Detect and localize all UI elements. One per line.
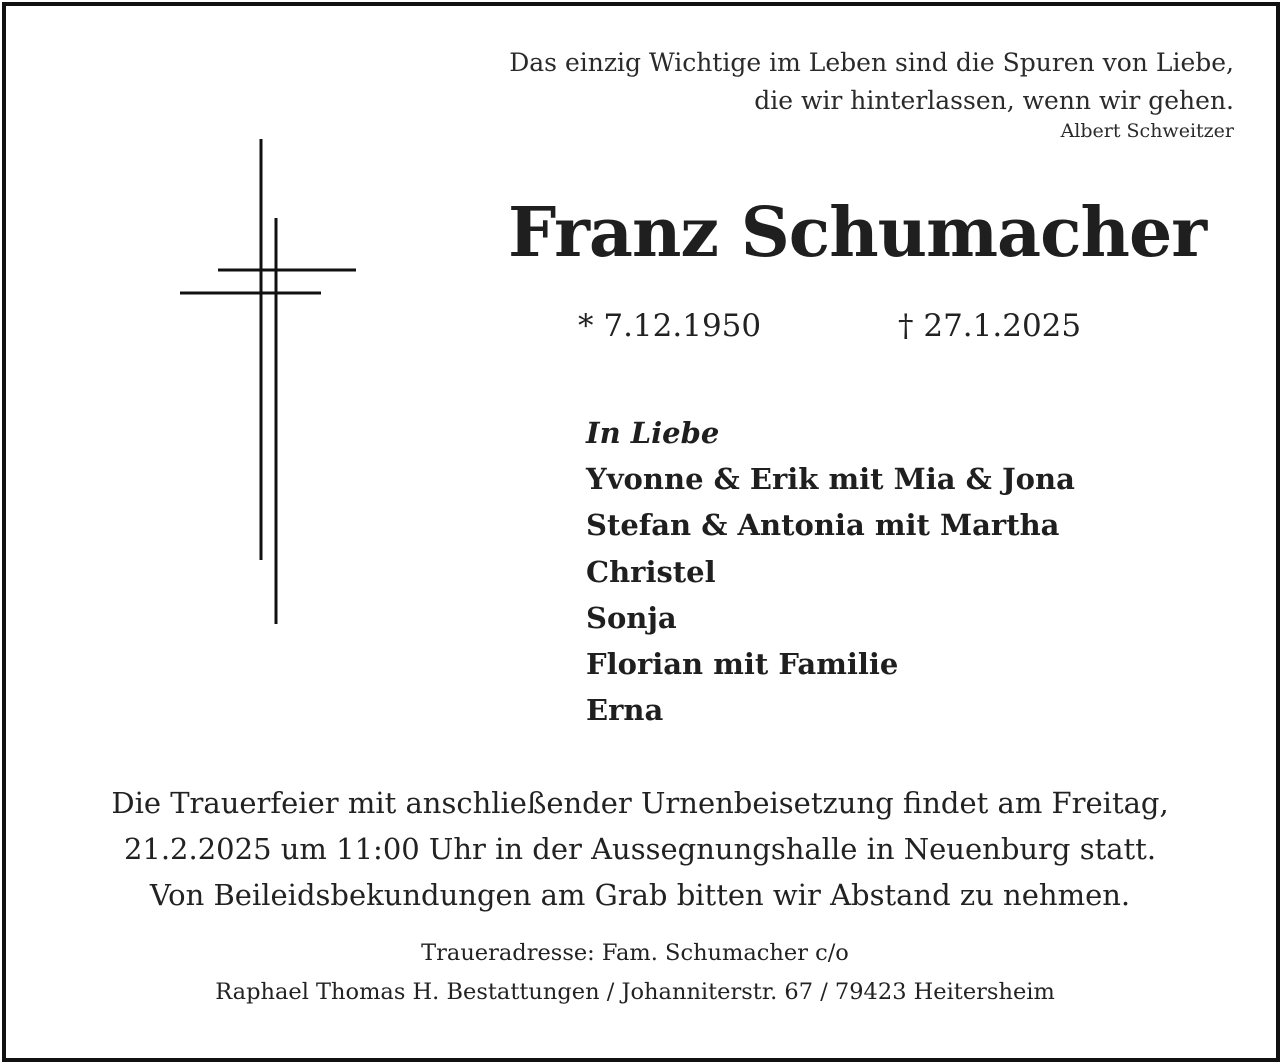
mourners-list [586,410,1075,733]
deceased-name: Franz Schumacher [508,193,1207,273]
mourner-name: Florian mit Familie [586,647,899,682]
quote-author: Albert Schweitzer [1060,120,1234,142]
death-date: † 27.1.2025 [898,308,1082,344]
mourner-name: Sonja [586,600,677,635]
ceremony-line-2: 21.2.2025 um 11:00 Uhr in der Aussegnungshalle in Neuenburg statt. [123,832,1157,866]
ceremony-line-3: Von Beileidsbekundungen am Grab bitten wir Abstand zu nehmen. [149,878,1131,912]
mourner-name: Christel [586,554,716,589]
ceremony-notice [0,780,1280,918]
epigraph-quote [509,44,1234,142]
address-line-1: Traueradresse: Fam. Schumacher c/o [421,940,849,966]
mourners-intro: In Liebe [586,416,720,450]
birth-date: * 7.12.1950 [578,308,762,344]
mourning-address [0,934,1270,1012]
quote-line-2: die wir hinterlassen, wenn wir gehen. [754,86,1234,115]
mourner-name: Yvonne & Erik mit Mia & Jona [586,462,1075,497]
quote-line-1: Das einzig Wichtige im Leben sind die Spuren von Liebe, [509,48,1234,77]
ceremony-line-1: Die Trauerfeier mit anschließender Urnenbeisetzung findet am Freitag, [111,786,1169,820]
mourner-name: Erna [586,693,664,728]
address-line-2: Raphael Thomas H. Bestattungen / Johanniterstr. 67 / 79423 Heitersheim [215,979,1055,1005]
mourner-name: Stefan & Antonia mit Martha [586,508,1060,543]
double-cross-icon [176,136,360,630]
